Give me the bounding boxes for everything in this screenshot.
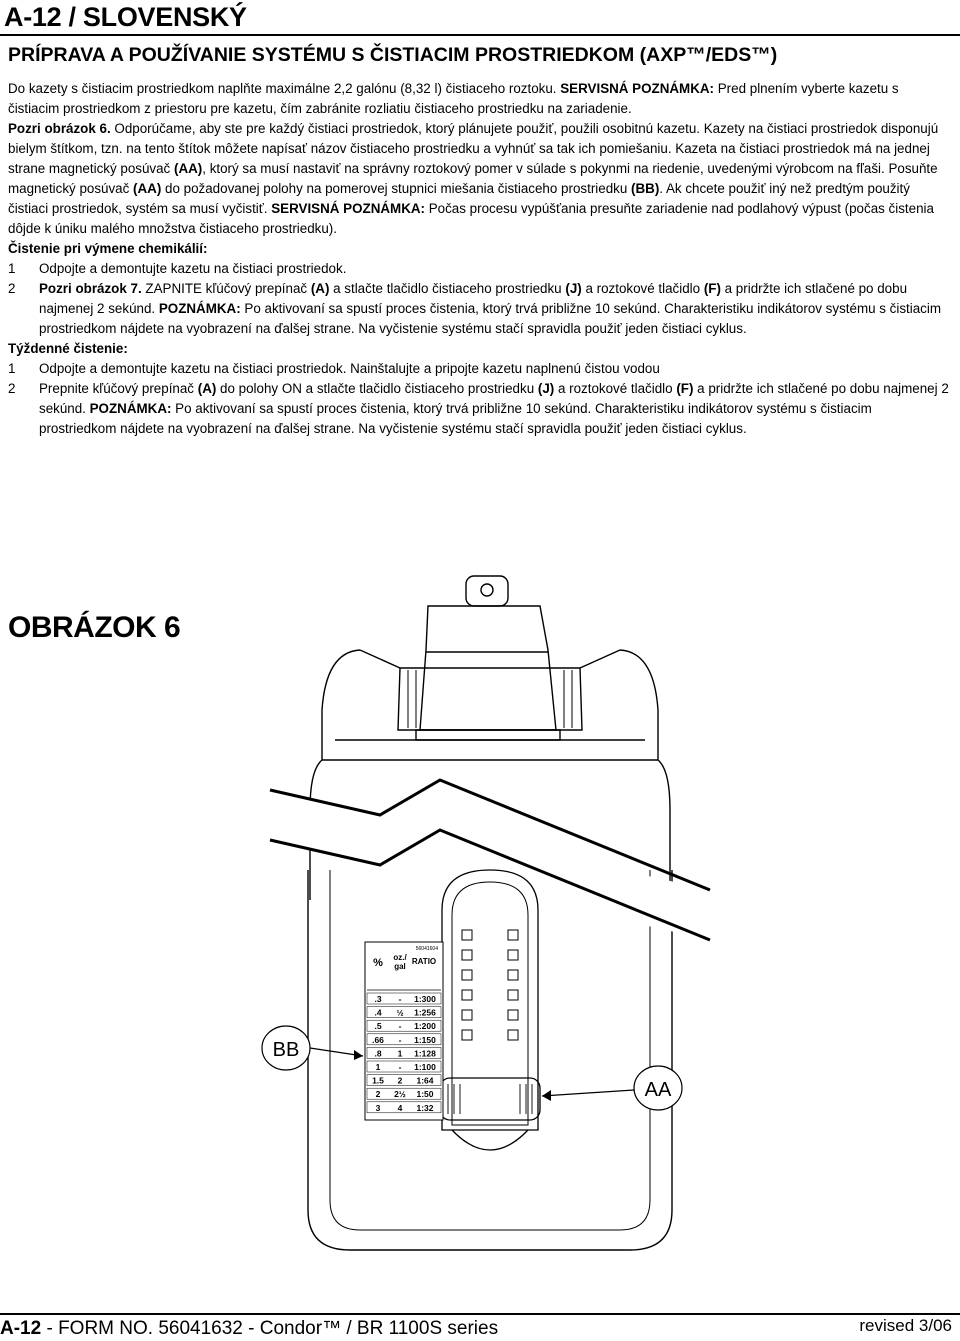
section-title: PRÍPRAVA A POUŽÍVANIE SYSTÉMU S ČISTIACIM PROSTRIEDKOM (AXP™/EDS™) [8,44,778,66]
ratio-cell: 1:256 [414,1007,436,1018]
text-run: . Ak chcete použiť iný než predtým použitý čistiaci prostriedok, systém sa musí vyčistiť. [8,181,910,216]
cap-ring [466,576,508,606]
text-run: do polohy ON a stlačte tlačidlo čistiaceho prostriedku [216,381,538,396]
text-run: Prepnite kľúčový prepínač [39,381,198,396]
bottle-body-lower [308,870,672,1250]
step-number: 2 [8,281,16,296]
ratio-cell: .8 [374,1048,382,1059]
figure-reference: Pozri obrázok 6. [8,121,111,136]
ratio-cell: 1.5 [372,1075,384,1086]
text-run: ZAPNITE kľúčový prepínač [141,281,311,296]
ratio-cell: 2 [397,1075,403,1086]
ratio-cell: .66 [372,1034,384,1045]
step-text: Odpojte a demontujte kazetu na čistiaci prostriedok. [39,261,347,276]
ratio-cell: 1:200 [414,1021,436,1032]
ratio-cell: 4 [397,1102,403,1113]
callout-ref-a: (A) [197,381,217,396]
list-item [8,379,952,439]
detergent-cartridge-illustration [230,570,750,1305]
list-item [8,359,952,379]
step-number: 1 [8,361,16,376]
text-run: , ktorý sa musí nastaviť na správny roztokový pomer v súlade s pokynmi na riedenie, uvedenými výrobcom na fľaši. Posuňte magnetický posúvač [8,161,938,196]
ratio-cell: 1:32 [416,1102,434,1113]
cap-hole [481,584,493,596]
step-number: 1 [8,261,16,276]
intro-paragraph-1 [8,79,952,119]
callout-aa-label: AA [644,1079,672,1101]
text-run: Do kazety s čistiacim prostriedkom naplňte maximálne 2,2 galónu (8,32 l) čistiaceho roztoku. [8,81,561,96]
service-note-label: SERVISNÁ POZNÁMKA: [271,201,425,216]
callout-ref-aa: (AA) [133,181,162,196]
text-run: do požadovanej polohy na pomerovej stupnici miešania čistiaceho prostriedku [161,181,632,196]
text-run: Po aktivovaní sa spustí proces čistenia, ktorý trvá približne 10 sekúnd. Charakteristiku indikátorov systému s čistiacim prostriedkom nájdete na vyobrazení na ďalšej strane. Na vyčistenie systému stačí spravidla použiť jeden čistiaci cyklus. [39,401,872,436]
list-item [8,259,952,279]
callout-ref-aa: (AA) [173,161,203,176]
ratio-cell: 1:100 [414,1062,436,1072]
header-divider [0,34,960,36]
step-text: Odpojte a demontujte kazetu na čistiaci prostriedok. Nainštalujte a pripojte kazetu naplnenú čistou vodou [39,361,660,376]
ratio-cell: - [398,994,402,1004]
ratio-cell: 1:128 [414,1048,436,1059]
callout-ref-a: (A) [310,281,330,296]
chem-change-steps [8,259,952,339]
magnetic-slider [440,1078,540,1120]
bottle-body-left [310,650,360,900]
ratio-cell: - [398,1021,402,1032]
service-note-label: SERVISNÁ POZNÁMKA: [560,81,715,96]
callout-ref-j: (J) [537,381,555,396]
body-text [8,79,952,439]
page-header-title: A-12 / SLOVENSKÝ [4,2,247,32]
figure-reference: Pozri obrázok 7. [39,281,142,296]
ratio-cell: 1 [397,1048,403,1059]
ratio-cell: .3 [374,994,382,1004]
ratio-cell: .4 [374,1007,382,1018]
text-run: a roztokové tlačidlo [581,281,704,296]
callout-bb-label: BB [272,1039,300,1061]
text-run: Po aktivovaní sa spustí proces čistenia, ktorý trvá približne 10 sekúnd. Charakteristiku indikátorov systému s čistiacim prostriedkom nájdete na vyobrazení na ďalšej strane. Na vyčistenie systému stačí spravidla použiť jeden čistiaci cyklus. [39,301,942,336]
footer-form-text: - FORM NO. 56041632 - Condor™ / BR 1100S series [41,1318,499,1339]
callout-aa [542,1066,682,1110]
figure-title: OBRÁZOK 6 [8,611,181,644]
ratio-cell: 1:150 [414,1034,436,1045]
ratio-cell: ½ [396,1007,404,1018]
footer-divider [0,1313,960,1315]
text-run: a stlačte tlačidlo čistiaceho prostriedku [329,281,566,296]
footer-page-number: A-12 [0,1318,42,1339]
ratio-cell: 2 [375,1089,381,1100]
ratio-cell: 1 [375,1062,381,1072]
ratio-cell: 3 [375,1102,381,1113]
label-code: 56041604 [415,946,438,952]
col-header-percent: % [373,957,383,969]
ratio-cell: 1:50 [416,1089,434,1100]
col-header-ozgal: oz./ gal [393,953,407,971]
callout-ref-f: (F) [703,281,721,296]
ratio-cell: - [398,1062,402,1072]
weekly-steps [8,359,952,439]
callout-ref-f: (F) [676,381,694,396]
weekly-heading: Týždenné čistenie: [8,341,128,356]
col-header-ratio: RATIO [411,957,437,966]
callout-bb [262,1026,363,1070]
list-item [8,279,952,339]
text-run: Počas procesu vypúšťania presuňte zariadenie nad podlahový výpust (počas čistenia dôjde k úniku malého množstva čistiaceho prostriedku). [8,201,934,236]
text-run: a pridržte ich stlačené po dobu najmenej 2 sekúnd. [39,281,908,316]
note-label: POZNÁMKA: [89,401,172,416]
ratio-cell: - [398,1034,402,1045]
chem-change-heading: Čistenie pri výmene chemikálií: [8,241,208,256]
intro-paragraph-2 [8,119,952,239]
ratio-cell: 1:300 [414,994,436,1004]
note-label: POZNÁMKA: [158,301,241,316]
text-run: a pridržte ich stlačené po dobu najmenej 2 sekúnd. [39,381,949,416]
step-number: 2 [8,381,16,396]
callout-ref-j: (J) [565,281,582,296]
ratio-cell: 2½ [394,1089,406,1100]
slider-housing [440,870,540,1150]
ratio-cell: 1:64 [416,1075,434,1086]
ratio-cell: .5 [374,1021,382,1032]
footer-form-info [0,1318,498,1340]
ratio-scale-label [365,942,443,1120]
text-run: Pred plnením vyberte kazetu s čistiacim prostriedkom z priestoru pre kazetu, čím zabránite rozliatiu čistiaceho prostriedku na zariadenie. [8,81,899,116]
footer-revision: revised 3/06 [859,1316,952,1335]
text-run: a roztokové tlačidlo [554,381,677,396]
callout-ref-bb: (BB) [631,181,660,196]
text-run: Odporúčame, aby ste pre každý čistiaci prostriedok, ktorý plánujete použiť, použili osobitnú kazetu. Kazety na čistiaci prostriedok disponujú bielym štítkom, tzn. na tento štítok môžete napísať názov čistiaceho prostriedku a vyhnúť sa tak ich pomiešaniu. Kazeta na čistiaci prostriedok má na jednej strane magnetický posúvač [8,121,939,176]
